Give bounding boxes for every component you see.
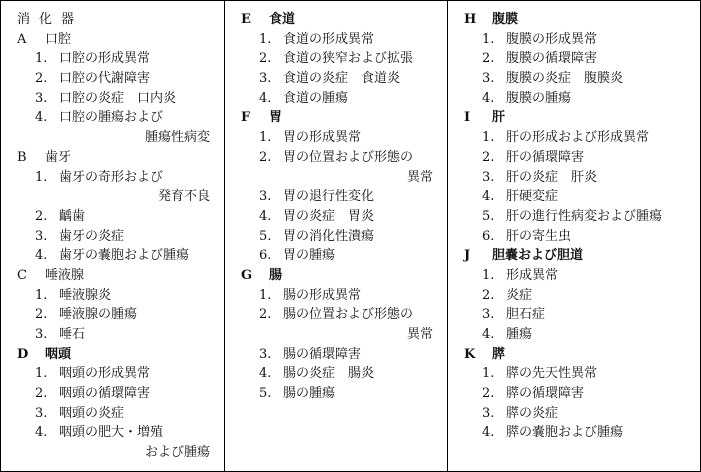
item-text: 胃の形成異常 bbox=[283, 130, 362, 146]
list-item bbox=[448, 207, 700, 227]
list-item bbox=[448, 266, 700, 286]
item-number: 3. bbox=[482, 307, 495, 323]
item-text: 口腔の代謝障害 bbox=[59, 71, 151, 87]
item-continuation: 腫瘍性病変 bbox=[144, 130, 210, 146]
item-number: 4. bbox=[259, 90, 272, 106]
section-title: 咽頭 bbox=[45, 346, 72, 362]
item-text: 口腔の腫瘍および bbox=[59, 110, 164, 126]
section-letter: C bbox=[17, 267, 27, 283]
section-heading bbox=[225, 10, 447, 30]
list-item bbox=[1, 108, 224, 128]
item-number: 2. bbox=[482, 287, 495, 303]
item-number: 2. bbox=[259, 51, 272, 67]
item-text: 口腔の炎症 口内炎 bbox=[59, 90, 177, 106]
section-letter: J bbox=[464, 248, 471, 264]
item-text: 唾液腺の腫瘍 bbox=[59, 307, 138, 323]
item-number: 5. bbox=[482, 208, 495, 224]
item-text: 胃の位置および形態の bbox=[283, 149, 414, 165]
item-number: 1. bbox=[482, 366, 495, 382]
item-text: 食道の腫瘍 bbox=[283, 90, 349, 106]
section-heading bbox=[448, 10, 700, 30]
section-title: 膵 bbox=[492, 346, 506, 362]
list-item bbox=[1, 69, 224, 89]
item-number: 5. bbox=[259, 228, 272, 244]
list-item bbox=[448, 168, 700, 188]
item-number: 1. bbox=[482, 31, 495, 47]
item-number: 2. bbox=[35, 208, 48, 224]
item-text: 食道の狭窄および拡張 bbox=[283, 51, 414, 67]
item-text: 口腔の形成異常 bbox=[59, 51, 151, 67]
list-item bbox=[225, 187, 447, 207]
item-continuation: および腫瘍 bbox=[144, 445, 210, 461]
item-text: 膵の循環障害 bbox=[506, 386, 585, 402]
item-number: 4. bbox=[482, 90, 495, 106]
item-text: 肝の炎症 肝炎 bbox=[506, 169, 598, 185]
item-number: 3. bbox=[259, 71, 272, 87]
list-item bbox=[448, 49, 700, 69]
section-title: 腸 bbox=[269, 267, 283, 283]
list-item bbox=[1, 364, 224, 384]
item-text: 腸の炎症 腸炎 bbox=[283, 366, 375, 382]
item-text: 胃の消化性潰瘍 bbox=[283, 228, 375, 244]
column-2-entries bbox=[225, 10, 447, 404]
item-text: 食道の炎症 食道炎 bbox=[283, 71, 401, 87]
list-item bbox=[448, 187, 700, 207]
section-heading bbox=[1, 345, 224, 365]
item-number: 4. bbox=[35, 425, 48, 441]
item-text: 歯牙の嚢胞および腫瘍 bbox=[59, 248, 190, 264]
item-number: 3. bbox=[35, 90, 48, 106]
list-item bbox=[1, 207, 224, 227]
item-number: 2. bbox=[259, 307, 272, 323]
item-number: 1. bbox=[35, 287, 48, 303]
list-item bbox=[1, 325, 224, 345]
item-text: 肝の形成および形成異常 bbox=[506, 130, 650, 146]
list-item bbox=[225, 227, 447, 247]
item-number: 1. bbox=[482, 130, 495, 146]
item-number: 6. bbox=[259, 248, 272, 264]
list-item bbox=[1, 246, 224, 266]
item-number: 3. bbox=[259, 189, 272, 205]
item-text: 腹膜の形成異常 bbox=[506, 31, 598, 47]
item-text: 腸の循環障害 bbox=[283, 346, 362, 362]
item-text: 食道の形成異常 bbox=[283, 31, 375, 47]
list-item bbox=[1, 49, 224, 69]
list-item bbox=[225, 384, 447, 404]
section-title: 口腔 bbox=[45, 31, 72, 47]
section-letter: I bbox=[464, 110, 471, 126]
item-text: 腹膜の腫瘍 bbox=[506, 90, 572, 106]
item-number: 2. bbox=[482, 51, 495, 67]
list-item bbox=[448, 305, 700, 325]
section-title: 歯牙 bbox=[45, 149, 72, 165]
item-continuation: 異常 bbox=[406, 169, 433, 185]
item-number: 1. bbox=[35, 366, 48, 382]
item-text: 胆石症 bbox=[506, 307, 546, 323]
item-number: 4. bbox=[259, 208, 272, 224]
item-number: 2. bbox=[482, 386, 495, 402]
section-heading bbox=[1, 30, 224, 50]
item-text: 咽頭の形成異常 bbox=[59, 366, 151, 382]
item-number: 4. bbox=[35, 248, 48, 264]
list-item bbox=[1, 384, 224, 404]
item-number: 1. bbox=[482, 267, 495, 283]
item-text: 歯牙の奇形および bbox=[59, 169, 164, 185]
item-number: 6. bbox=[482, 228, 495, 244]
list-item bbox=[225, 246, 447, 266]
item-number: 2. bbox=[259, 149, 272, 165]
item-text: 肝の進行性病変および腫瘍 bbox=[506, 208, 663, 224]
list-item bbox=[448, 325, 700, 345]
item-number: 3. bbox=[35, 327, 48, 342]
list-item bbox=[225, 364, 447, 384]
item-text: 腸の腫瘍 bbox=[283, 386, 336, 402]
item-text: 膵の炎症 bbox=[506, 405, 559, 421]
section-letter: K bbox=[464, 346, 476, 362]
item-number: 2. bbox=[35, 71, 48, 87]
list-item bbox=[225, 128, 447, 148]
item-text: 齲歯 bbox=[59, 208, 86, 224]
list-item bbox=[1, 168, 224, 188]
item-text: 唾石 bbox=[59, 327, 86, 342]
item-text: 咽頭の肥大・増殖 bbox=[59, 425, 164, 441]
section-heading bbox=[448, 246, 700, 266]
list-item bbox=[448, 384, 700, 404]
item-number: 3. bbox=[482, 405, 495, 421]
item-text: 形成異常 bbox=[506, 267, 559, 283]
section-heading bbox=[1, 148, 224, 168]
list-item bbox=[225, 69, 447, 89]
list-item bbox=[448, 30, 700, 50]
item-text: 胃の炎症 胃炎 bbox=[283, 208, 375, 224]
column-3 bbox=[448, 1, 700, 471]
item-text: 咽頭の循環障害 bbox=[59, 386, 151, 402]
item-number: 2. bbox=[482, 149, 495, 165]
item-number: 4. bbox=[259, 366, 272, 382]
list-item bbox=[1, 404, 224, 424]
item-number: 5. bbox=[259, 386, 272, 402]
section-heading bbox=[225, 266, 447, 286]
item-number: 3. bbox=[482, 71, 495, 87]
list-item bbox=[1, 286, 224, 306]
list-item bbox=[448, 404, 700, 424]
item-text: 肝の寄生虫 bbox=[506, 228, 572, 244]
list-item bbox=[1, 227, 224, 247]
list-item bbox=[225, 345, 447, 365]
list-item bbox=[225, 30, 447, 50]
item-text: 炎症 bbox=[506, 287, 533, 303]
item-number: 4. bbox=[482, 189, 495, 205]
column-2 bbox=[225, 1, 448, 471]
section-title: 胃 bbox=[269, 110, 283, 126]
item-number: 1. bbox=[35, 51, 48, 67]
section-title: 肝 bbox=[492, 110, 506, 126]
section-letter: B bbox=[17, 149, 27, 165]
section-title: 腹膜 bbox=[492, 12, 519, 27]
list-item bbox=[225, 49, 447, 69]
item-text: 咽頭の炎症 bbox=[59, 405, 125, 421]
list-item bbox=[225, 305, 447, 325]
section-letter: D bbox=[17, 346, 29, 362]
item-number: 4. bbox=[35, 110, 48, 126]
item-number: 3. bbox=[35, 405, 48, 421]
list-item bbox=[1, 89, 224, 109]
section-letter: F bbox=[241, 110, 251, 126]
list-item bbox=[1, 305, 224, 325]
section-title: 食道 bbox=[269, 12, 296, 27]
section-letter: A bbox=[17, 31, 27, 47]
section-letter: E bbox=[241, 12, 251, 27]
section-heading bbox=[448, 345, 700, 365]
section-letter: G bbox=[241, 267, 253, 283]
list-item bbox=[448, 286, 700, 306]
item-text: 腸の形成異常 bbox=[283, 287, 362, 303]
item-number: 3. bbox=[259, 346, 272, 362]
item-text: 腸の位置および形態の bbox=[283, 307, 414, 323]
section-heading bbox=[448, 108, 700, 128]
item-text: 膵の嚢胞および腫瘍 bbox=[506, 425, 624, 441]
item-number: 2. bbox=[35, 307, 48, 323]
list-item bbox=[225, 207, 447, 227]
list-item bbox=[448, 423, 700, 443]
list-item bbox=[225, 286, 447, 306]
item-number: 1. bbox=[259, 130, 272, 146]
list-item bbox=[448, 227, 700, 247]
column-1-entries bbox=[1, 30, 224, 463]
item-number: 3. bbox=[35, 228, 48, 244]
item-text: 腹膜の循環障害 bbox=[506, 51, 598, 67]
list-item bbox=[225, 89, 447, 109]
list-item bbox=[448, 148, 700, 168]
item-number: 4. bbox=[482, 425, 495, 441]
list-item bbox=[225, 148, 447, 168]
item-text: 唾液腺炎 bbox=[59, 287, 112, 303]
item-continuation: 発育不良 bbox=[157, 189, 210, 205]
item-number: 3. bbox=[482, 169, 495, 185]
item-text: 腫瘍 bbox=[506, 327, 533, 342]
section-letter: H bbox=[464, 12, 477, 27]
item-number: 1. bbox=[259, 287, 272, 303]
item-continuation: 異常 bbox=[406, 327, 433, 342]
item-text: 歯牙の炎症 bbox=[59, 228, 125, 244]
item-number: 2. bbox=[35, 386, 48, 402]
list-item bbox=[1, 423, 224, 443]
list-item bbox=[448, 89, 700, 109]
list-item bbox=[448, 69, 700, 89]
item-number: 1. bbox=[35, 169, 48, 185]
section-heading bbox=[225, 108, 447, 128]
item-text: 肝の循環障害 bbox=[506, 149, 585, 165]
table-header: 消化器 bbox=[17, 12, 84, 27]
item-text: 腹膜の炎症 腹膜炎 bbox=[506, 71, 624, 87]
item-text: 胃の腫瘍 bbox=[283, 248, 336, 264]
section-title: 胆嚢および胆道 bbox=[492, 248, 584, 264]
column-1 bbox=[1, 1, 225, 471]
list-item bbox=[448, 364, 700, 384]
item-text: 胃の退行性変化 bbox=[283, 189, 375, 205]
section-heading bbox=[1, 266, 224, 286]
section-title: 唾液腺 bbox=[45, 267, 85, 283]
item-text: 膵の先天性異常 bbox=[506, 366, 598, 382]
column-3-entries bbox=[448, 10, 700, 443]
item-text: 肝硬変症 bbox=[506, 189, 559, 205]
item-number: 1. bbox=[259, 31, 272, 47]
item-number: 4. bbox=[482, 327, 495, 342]
list-item bbox=[448, 128, 700, 148]
